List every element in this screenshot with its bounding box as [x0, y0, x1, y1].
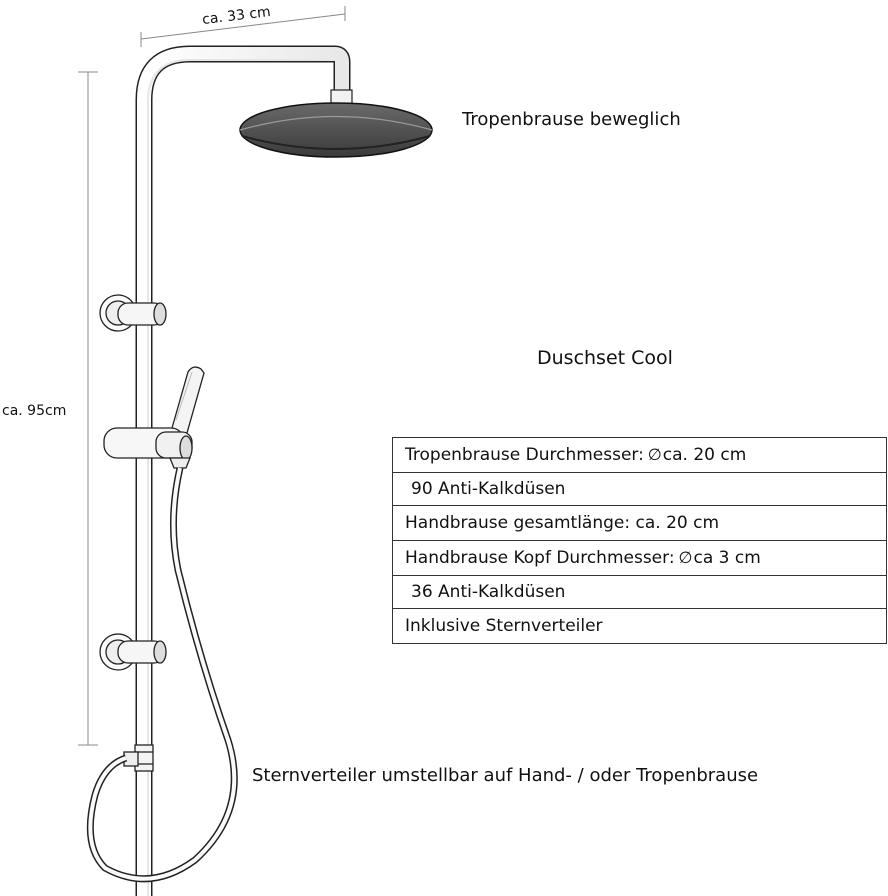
- spec-row: [393, 609, 887, 644]
- spec-cell: [393, 506, 887, 541]
- shower-hose: [90, 468, 234, 879]
- spec-row: [393, 473, 887, 506]
- hand-shower-slider: [104, 367, 204, 468]
- rain-shower-head: [240, 90, 432, 157]
- spec-row: [393, 541, 887, 576]
- height-dimension-line: [78, 72, 98, 745]
- spec-text: Handbrause gesamtlänge: ca. 20 cm: [405, 513, 720, 533]
- set-title: Duschset Cool: [537, 347, 673, 369]
- diverter-label: Sternverteiler umstellbar auf Hand- / oder Tropenbrause: [252, 765, 759, 786]
- spec-cell: [393, 541, 887, 576]
- spec-text: Handbrause Kopf Durchmesser:: [405, 548, 675, 568]
- diverter-valve: [124, 745, 153, 771]
- spec-value: ca 3 cm: [693, 548, 761, 568]
- diameter-icon: ∅: [678, 548, 693, 567]
- spec-value: ca. 20 cm: [662, 445, 747, 465]
- spec-text: 36 Anti-Kalkdüsen: [411, 582, 566, 602]
- height-dimension-label: ca. 95cm: [2, 403, 67, 419]
- spec-cell: [393, 473, 887, 506]
- upper-wall-bracket: [100, 295, 166, 331]
- width-dimension-label: ca. 33 cm: [201, 3, 272, 29]
- lower-wall-bracket: [100, 634, 166, 670]
- spec-cell: [393, 576, 887, 609]
- rain-shower-label: Tropenbrause beweglich: [462, 109, 681, 130]
- spec-cell: [393, 609, 887, 644]
- spec-row: [393, 576, 887, 609]
- spec-table: [392, 437, 887, 644]
- spec-text: Inklusive Sternverteiler: [405, 616, 603, 636]
- spec-row: [393, 438, 887, 473]
- spec-row: [393, 506, 887, 541]
- spec-text: Tropenbrause Durchmesser:: [405, 445, 644, 465]
- spec-text: 90 Anti-Kalkdüsen: [411, 479, 566, 499]
- diameter-icon: ∅: [647, 445, 662, 464]
- spec-cell: [393, 438, 887, 473]
